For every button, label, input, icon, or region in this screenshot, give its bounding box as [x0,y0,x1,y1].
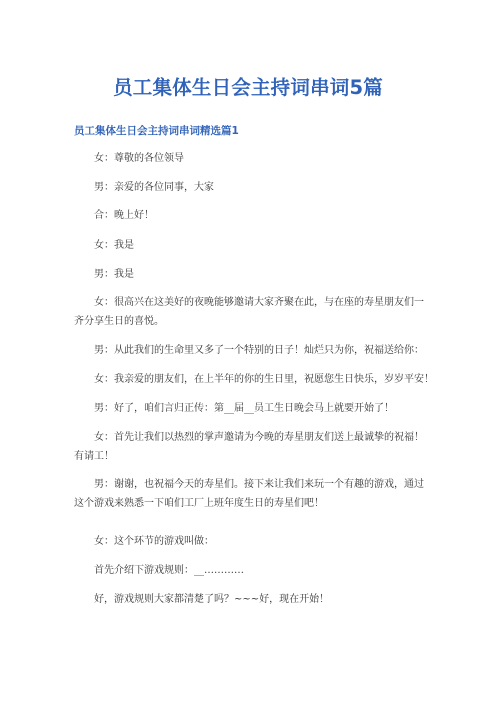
section-heading: 员工集体生日会主持词串词精选篇1 [74,125,239,137]
paragraph: 男：好了，咱们言归正传：第__届__员工生日晚会马上就要开始了！ [94,403,394,414]
paragraph: 女：首先让我们以热烈的掌声邀请为今晚的寿星朋友们送上最诚挚的祝福！有请工！ [74,432,424,462]
paragraph: 男：从此我们的生命里又多了一个特别的日子！灿烂只为你，祝福送给你： [94,345,424,356]
document-title: 员工集体生日会主持词串词5篇 [113,76,383,99]
paragraph: 女：我是 [94,240,134,251]
paragraph: 男：亲爱的各位同事，大家 [94,182,214,193]
paragraph: 女：我亲爱的朋友们，在上半年的你的生日里，祝愿您生日快乐，岁岁平安！ [94,374,434,385]
paragraph: 好，游戏规则大家都清楚了吗？~~~好，现在开始！ [94,594,330,605]
paragraph: 男：我是 [94,269,134,280]
paragraph: 男：谢谢，也祝福今天的寿星们。接下来让我们来玩一个有趣的游戏，通过这个游戏来熟悉一下咱们工厂上班年度生日的寿星们吧！ [74,479,424,509]
paragraph: 首先介绍下游戏规则：__………… [94,565,244,576]
paragraph: 女：尊敬的各位领导 [94,153,184,164]
paragraph: 女：这个环节的游戏叫做： [94,536,214,547]
paragraph: 合：晚上好！ [94,210,154,221]
paragraph: 女：很高兴在这美好的夜晚能够邀请大家齐聚在此，与在座的寿星朋友们一齐分享生日的喜悦。 [74,297,424,327]
